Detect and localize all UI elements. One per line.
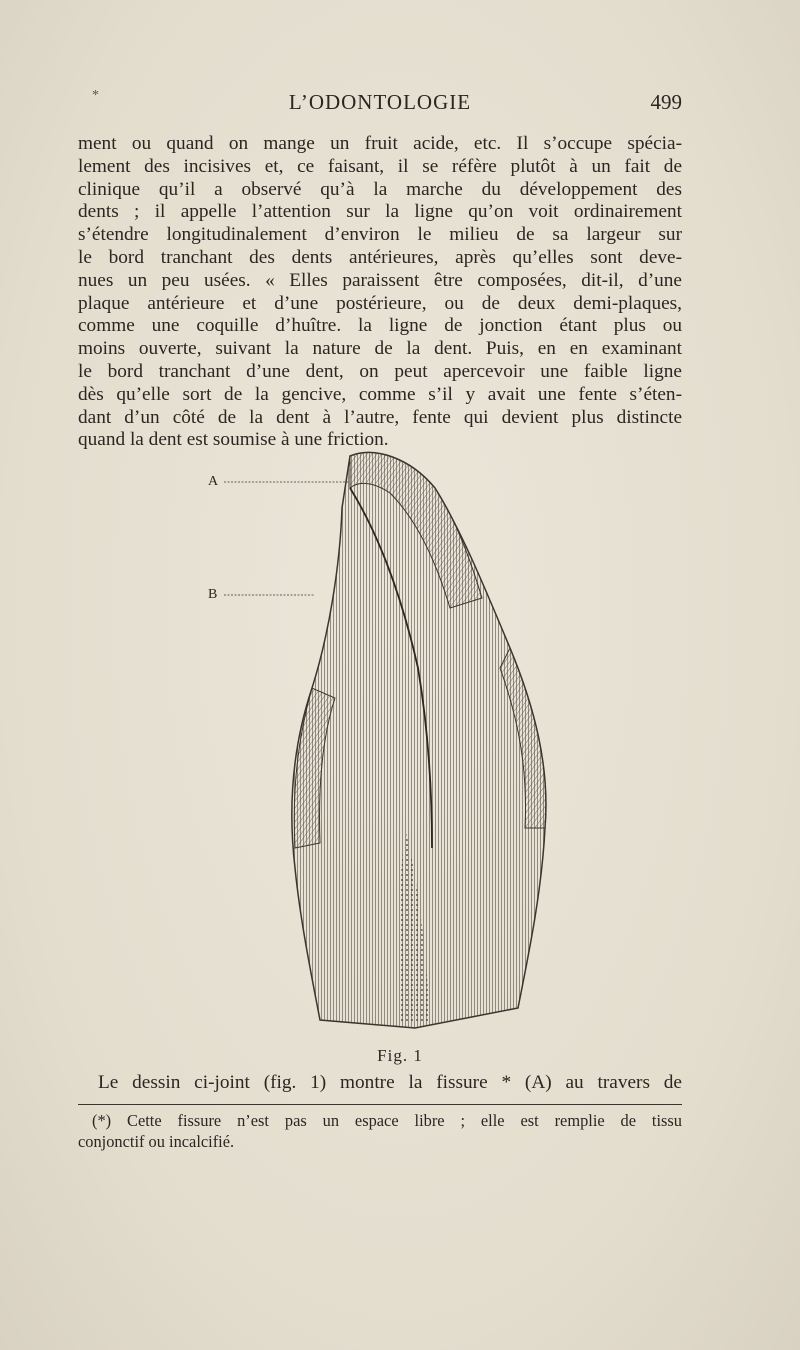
figure-label-a: A xyxy=(208,474,220,489)
text-line: dant d’un côté de la dent à l’autre, fente qui devient plus distincte xyxy=(78,406,682,428)
text-line: nues un peu usées. « Elles paraissent être composées, dit-il, d’une xyxy=(78,269,682,291)
text-line: le bord tranchant des dents antérieures, après qu’elles sont deve- xyxy=(78,246,682,268)
text-line: comme une coquille d’huître. la ligne de jonction étant plus ou xyxy=(78,315,682,337)
header-mark: * xyxy=(92,88,99,103)
running-header xyxy=(78,88,682,118)
footnote-rule xyxy=(78,1104,682,1105)
text-line: plaque antérieure et d’une postérieure, ou de deux demi-plaques, xyxy=(78,292,682,314)
journal-title: L’ODONTOLOGIE xyxy=(288,90,472,114)
text-line: ment ou quand on mange un fruit acide, etc. Il s’occupe spécia- xyxy=(78,133,682,154)
text-line: dents ; il appelle l’attention sur la ligne qu’on voit ordinairement xyxy=(78,201,682,223)
text-line: moins ouverte, suivant la nature de la dent. Puis, en en examinant xyxy=(78,338,682,360)
footnote-line: conjonctif ou incalcifié. xyxy=(78,1132,235,1151)
text-line: le bord tranchant d’une dent, on peut apercevoir une faible ligne xyxy=(78,360,682,382)
text-line: lement des incisives et, ce faisant, il se réfère plutôt à un fait de xyxy=(78,155,682,177)
text-line: s’étendre longitudinalement d’environ le milieu de sa largeur sur xyxy=(78,224,682,246)
text-line: quand la dent est soumise à une friction. xyxy=(78,429,389,451)
body-paragraph xyxy=(78,133,682,452)
continuation-line: Le dessin ci-joint (fig. 1) montre la fissure * (A) au travers de xyxy=(98,1072,682,1093)
footnote xyxy=(78,1110,682,1152)
tooth-drawing xyxy=(200,448,560,1048)
figure-caption: Fig. 1 xyxy=(377,1046,423,1065)
tooth-illustration xyxy=(200,448,560,1048)
text-line: clinique qu’il a observé qu’à la marche du développement des xyxy=(78,178,682,200)
footnote-line: (*) Cette fissure n’est pas un espace libre ; elle est remplie de tissu xyxy=(92,1111,682,1130)
page-number: 499 xyxy=(650,90,682,114)
figure-label-b: B xyxy=(208,587,219,602)
text-line: dès qu’elle sort de la gencive, comme s’il y avait une fente s’éten- xyxy=(78,383,682,405)
